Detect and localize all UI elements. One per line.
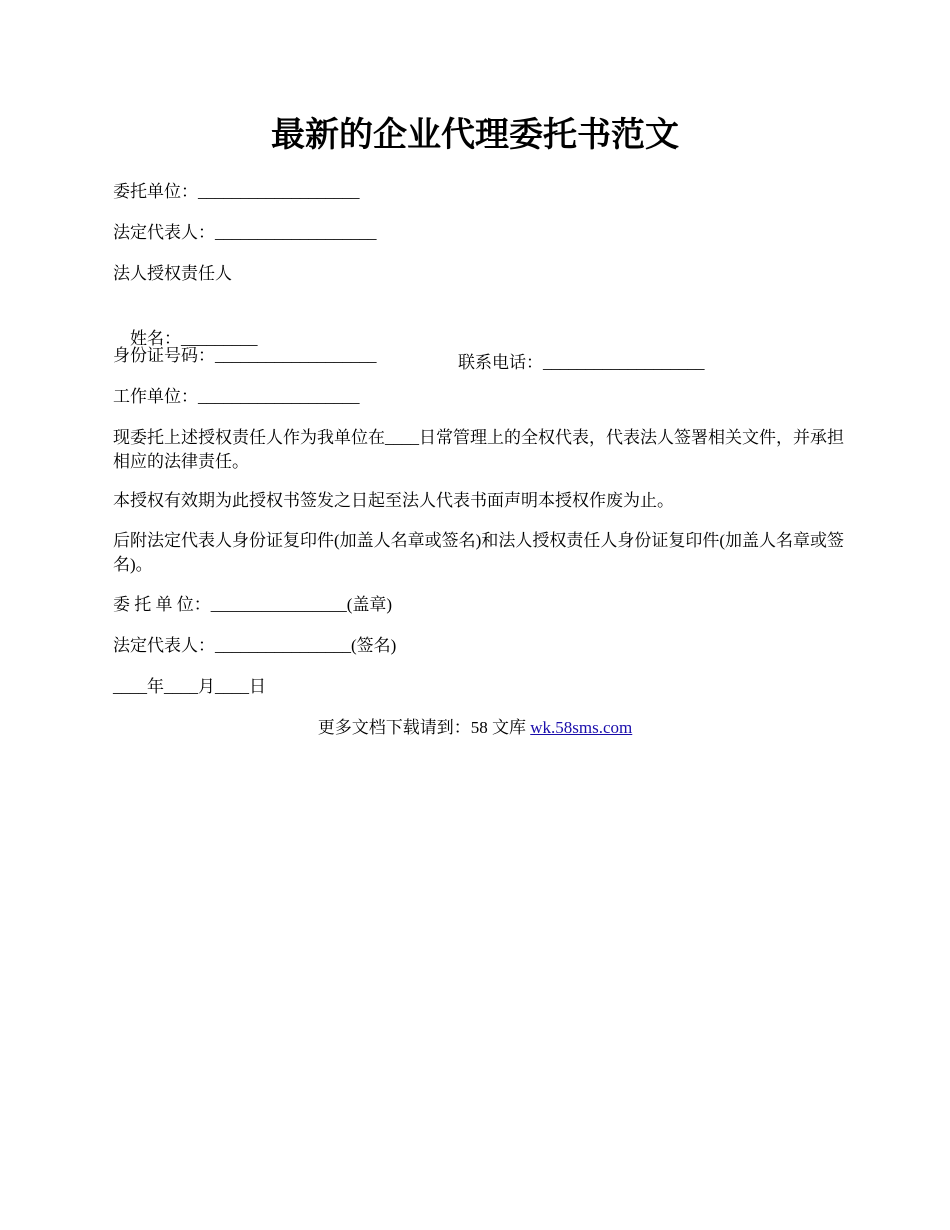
date-line: ____年____月____日 bbox=[113, 677, 266, 696]
phone-line: 联系电话：___________________ bbox=[458, 353, 705, 372]
footer-link[interactable]: wk.58sms.com bbox=[530, 718, 633, 737]
attachments-paragraph: 后附法定代表人身份证复印件(加盖人名章或签名)和法人授权责任人身份证复印件(加盖人名章或签名)。 bbox=[113, 531, 844, 574]
authorized-person-heading: 法人授权责任人 bbox=[113, 264, 232, 283]
authority-paragraph: 现委托上述授权责任人作为我单位在____日常管理上的全权代表，代表法人签署相关文件，并承担相应的法律责任。 bbox=[113, 428, 844, 471]
principal-line: 委托单位：___________________ bbox=[113, 182, 360, 201]
name-line: 姓名：_________ bbox=[130, 329, 258, 348]
work-unit-line: 工作单位：___________________ bbox=[113, 387, 360, 406]
download-footer bbox=[0, 716, 950, 740]
validity-paragraph: 本授权有效期为此授权书签发之日起至法人代表书面声明本授权作废为止。 bbox=[113, 491, 674, 510]
sign-principal-line: 委 托 单 位：________________(盖章) bbox=[113, 595, 393, 614]
footer-text: 更多文档下载请到：58 文库 bbox=[317, 718, 531, 737]
id-number-line: 身份证号码：___________________ bbox=[113, 346, 377, 365]
sign-legal-rep-line: 法定代表人：________________(签名) bbox=[113, 636, 397, 655]
document-title: 最新的企业代理委托书范文 bbox=[271, 117, 679, 154]
legal-rep-line: 法定代表人：___________________ bbox=[113, 223, 377, 242]
